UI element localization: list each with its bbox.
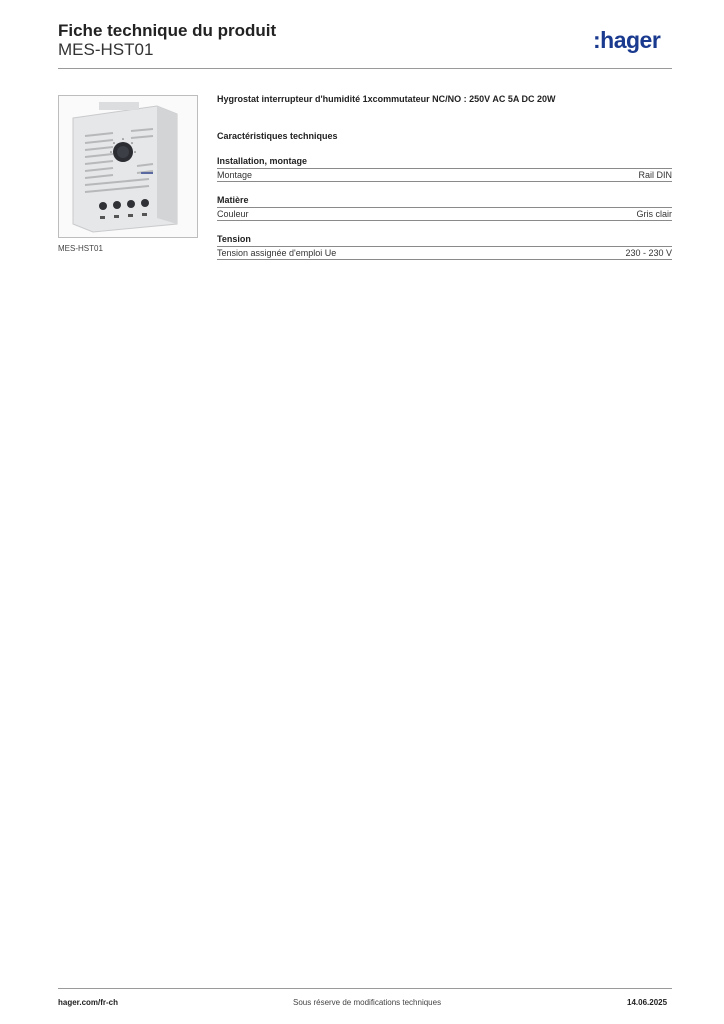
group-label-matiere: Matière: [217, 195, 249, 205]
group-label-tension: Tension: [217, 234, 251, 244]
specs-heading: Caractéristiques techniques: [217, 131, 338, 141]
spec-name: Couleur: [217, 209, 249, 219]
spec-row: [217, 207, 672, 221]
spec-value: 230 - 230 V: [625, 248, 672, 258]
group-label-installation: Installation, montage: [217, 156, 308, 166]
spec-name: Tension assignée d'emploi Ue: [217, 248, 337, 258]
spec-value: Gris clair: [636, 209, 672, 219]
specs-column: [217, 94, 672, 258]
product-reference: MES-HST01: [58, 40, 154, 59]
hygrostat-device-illustration: [59, 96, 197, 237]
header-title: Fiche technique du produit: [58, 21, 277, 40]
spec-value: Rail DIN: [638, 170, 672, 180]
footer-notice: Sous réserve de modifications techniques: [293, 998, 442, 1007]
product-description: Hygrostat interrupteur d'humidité 1xcommutateur NC/NO : 250V AC 5A DC 20W: [217, 94, 556, 104]
image-caption: MES-HST01: [58, 244, 103, 253]
footer-divider: [58, 988, 672, 989]
spec-row: [217, 246, 672, 260]
spec-name: Montage: [217, 170, 253, 180]
header-divider: [58, 68, 672, 69]
footer-website-link[interactable]: hager.com/fr-ch: [58, 998, 119, 1007]
footer-date: 14.06.2025: [627, 998, 668, 1007]
hager-logo[interactable]: [593, 27, 660, 54]
spec-row: [217, 168, 672, 182]
hager-logo-text: :hager: [593, 27, 661, 53]
product-image: [58, 95, 198, 238]
